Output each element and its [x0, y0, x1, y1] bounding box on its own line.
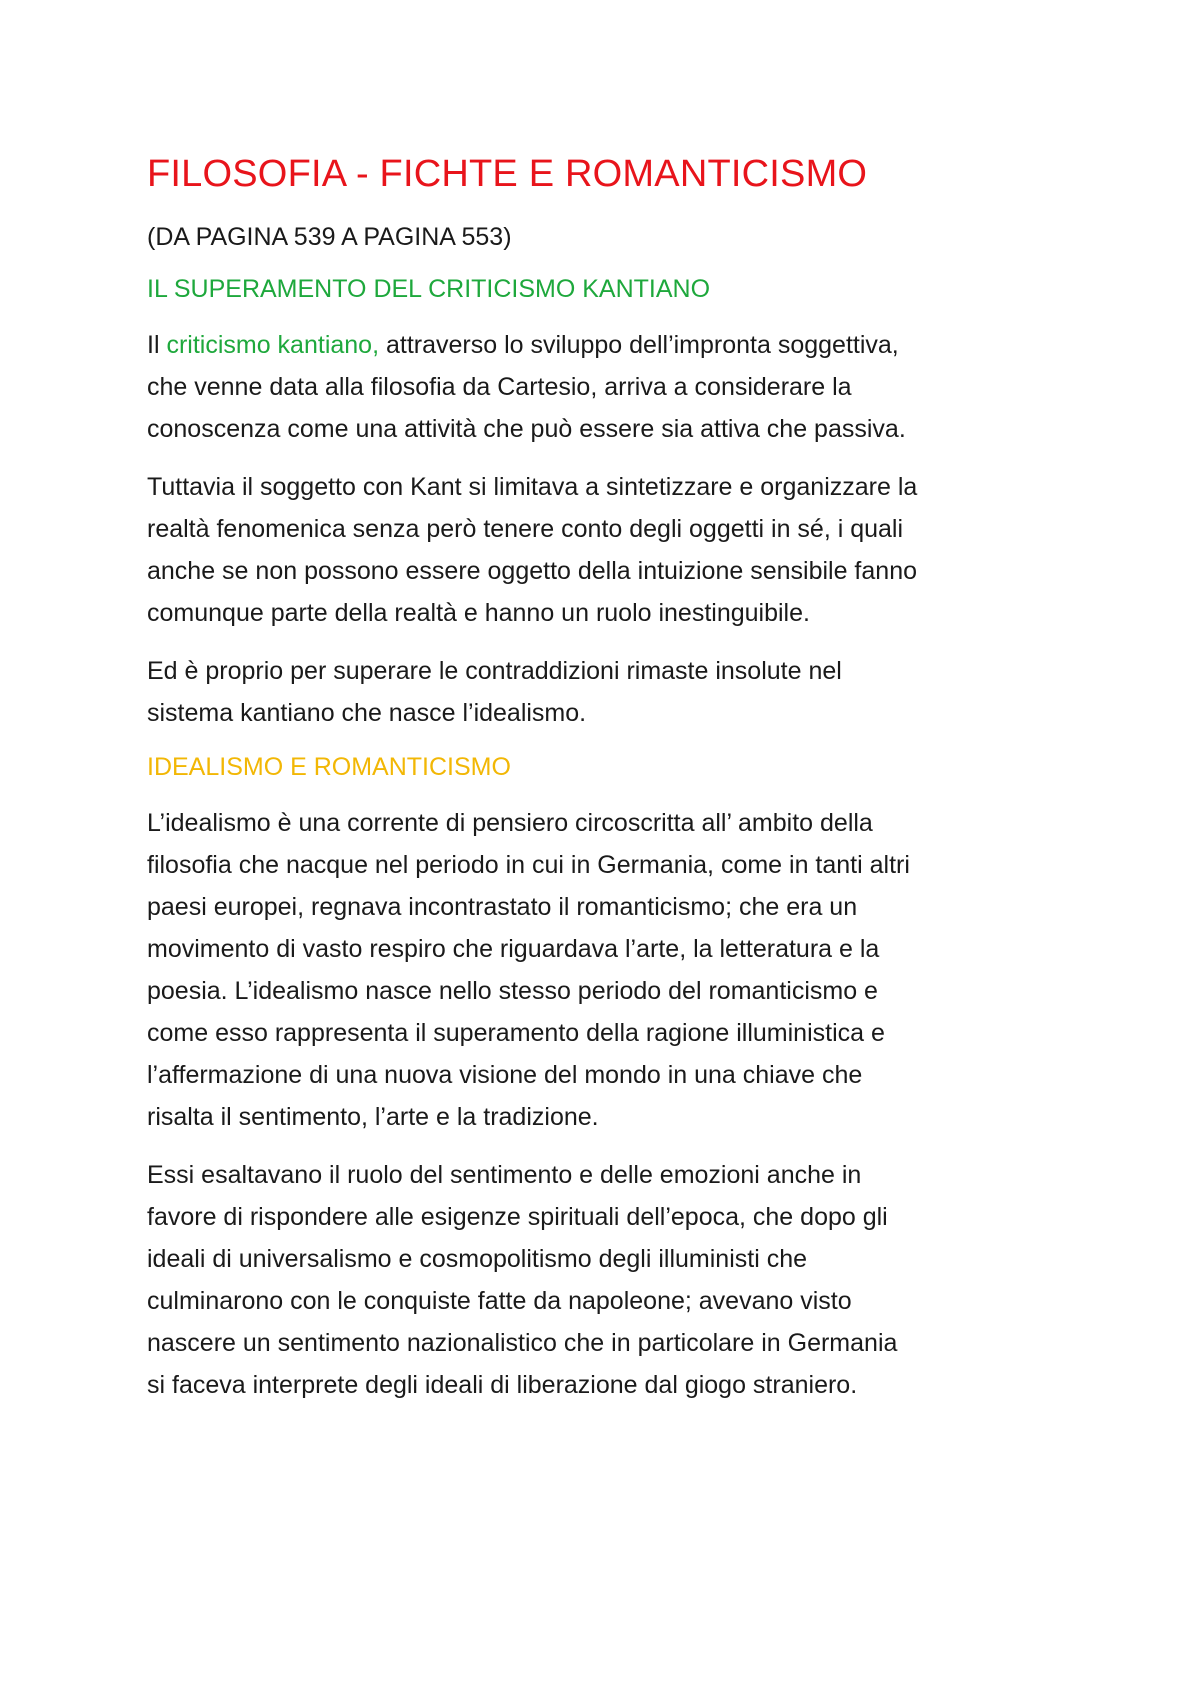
- highlight-criticismo-kantiano: criticismo kantiano,: [166, 331, 380, 359]
- paragraph-line: poesia. L’idealismo nasce nello stesso periodo del romanticismo e: [147, 977, 878, 1005]
- text-run: Il: [147, 331, 167, 359]
- paragraph-line: L’idealismo è una corrente di pensiero circoscritta all’ ambito della: [147, 809, 873, 837]
- paragraph-line: Essi esaltavano il ruolo del sentimento e delle emozioni anche in: [147, 1161, 862, 1189]
- paragraph-line: che venne data alla filosofia da Cartesio, arriva a considerare la: [147, 373, 852, 401]
- paragraph-criticismo-intro: [147, 324, 1077, 450]
- paragraph-sentimento-emozioni: [147, 1154, 1077, 1406]
- paragraph-line: come esso rappresenta il superamento della ragione illuministica e: [147, 1019, 885, 1047]
- section-heading-idealismo: IDEALISMO E ROMANTICISMO: [147, 753, 511, 781]
- paragraph-line: [147, 324, 1077, 366]
- page-range-subtitle: (DA PAGINA 539 A PAGINA 553): [147, 223, 512, 251]
- paragraph-line: conoscenza come una attività che può essere sia attiva che passiva.: [147, 415, 906, 443]
- paragraph-line: comunque parte della realtà e hanno un ruolo inestinguibile.: [147, 599, 810, 627]
- paragraph-line: sistema kantiano che nasce l’idealismo.: [147, 699, 587, 727]
- paragraph-line: paesi europei, regnava incontrastato il romanticismo; che era un: [147, 893, 858, 921]
- paragraph-line: risalta il sentimento, l’arte e la tradizione.: [147, 1103, 599, 1131]
- paragraph-line: l’affermazione di una nuova visione del mondo in una chiave che: [147, 1061, 863, 1089]
- paragraph-line: ideali di universalismo e cosmopolitismo degli illuministi che: [147, 1245, 807, 1273]
- paragraph-line: filosofia che nacque nel periodo in cui in Germania, come in tanti altri: [147, 851, 910, 879]
- paragraph-line: movimento di vasto respiro che riguardava l’arte, la letteratura e la: [147, 935, 880, 963]
- paragraph-line: culminarono con le conquiste fatte da napoleone; avevano visto: [147, 1287, 852, 1315]
- paragraph-line: Ed è proprio per superare le contraddizioni rimaste insolute nel: [147, 657, 842, 685]
- paragraph-line: nascere un sentimento nazionalistico che in particolare in Germania: [147, 1329, 898, 1357]
- paragraph-kant-soggetto: [147, 466, 1077, 634]
- paragraph-idealismo-definizione: [147, 802, 1077, 1138]
- document-page: [147, 150, 1077, 1422]
- section-heading-criticismo: IL SUPERAMENTO DEL CRITICISMO KANTIANO: [147, 275, 711, 303]
- document-title: FILOSOFIA - FICHTE E ROMANTICISMO: [147, 153, 868, 195]
- paragraph-line: si faceva interprete degli ideali di liberazione dal giogo straniero.: [147, 1371, 858, 1399]
- paragraph-line: Tuttavia il soggetto con Kant si limitava a sintetizzare e organizzare la: [147, 473, 918, 501]
- text-run: attraverso lo sviluppo dell’impronta soggettiva,: [379, 331, 899, 359]
- paragraph-nasce-idealismo: [147, 650, 1077, 734]
- paragraph-line: anche se non possono essere oggetto della intuizione sensibile fanno: [147, 557, 917, 585]
- paragraph-line: realtà fenomenica senza però tenere conto degli oggetti in sé, i quali: [147, 515, 904, 543]
- paragraph-line: favore di rispondere alle esigenze spirituali dell’epoca, che dopo gli: [147, 1203, 888, 1231]
